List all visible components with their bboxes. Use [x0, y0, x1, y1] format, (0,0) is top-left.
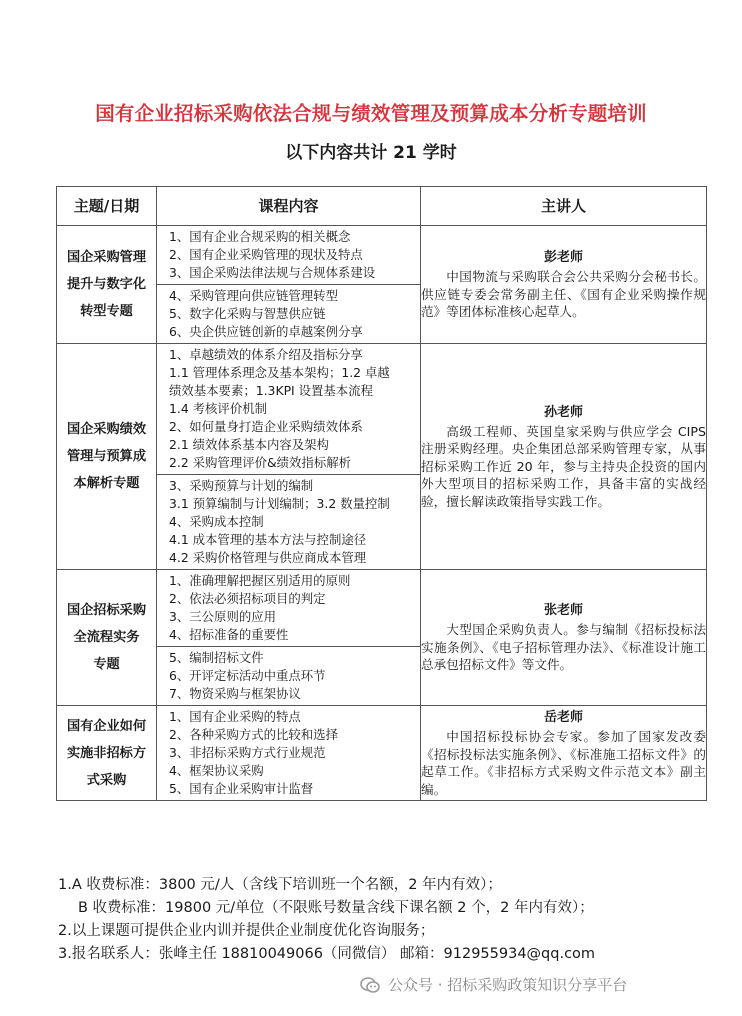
- content-block: [157, 284, 420, 343]
- header-lecturer: 主讲人: [421, 187, 707, 226]
- content-line: 6、央企供应链创新的卓越案例分享: [169, 324, 363, 339]
- content-cell: [157, 226, 421, 344]
- content-line: 1、准确理解把握区别适用的原则: [169, 573, 351, 588]
- content-line: 1、卓越绩效的体系介绍及指标分享: [169, 347, 363, 362]
- content-line: 2、国有企业采购管理的现状及特点: [169, 247, 363, 262]
- content-line: 5、国有企业采购审计监督: [169, 781, 314, 796]
- lecturer-name: 岳老师: [543, 710, 583, 725]
- page-subtitle: 以下内容共计 21 学时: [285, 143, 457, 163]
- content-block: [157, 226, 420, 284]
- fee-a-line: 1.A 收费标准：3800 元/人（含线下培训班一个名额，2 年内有效）；: [58, 877, 502, 893]
- content-line: 5、数字化采购与智慧供应链: [169, 306, 326, 321]
- lecturer-bio: 中国招标投标协会专家。参加了国家发改委《招标投标法实施条例》、《标准施工招标文件》的起草工作。《非招标方式采购文件示范文本》副主编。: [421, 729, 706, 797]
- lecturer-cell: [421, 570, 707, 706]
- content-line: 3、国企采购法律法规与合规体系建设: [169, 265, 376, 280]
- content-line: 2、各种采购方式的比较和选择: [169, 727, 338, 742]
- content-line: 4.1 成本管理的基本方法与控制途径: [169, 532, 367, 547]
- content-block: [157, 344, 420, 474]
- content-line: 1.1 管理体系理念及基本架构；1.2 卓越: [169, 365, 390, 380]
- topic-line: 转型专题: [80, 304, 133, 319]
- header-topic: 主题/日期: [57, 187, 157, 226]
- content-line: 1.4 考核评价机制: [169, 401, 267, 416]
- content-cell: [157, 570, 421, 706]
- lecturer-bio: 大型国企采购负责人。参与编制《招标投标法实施条例》、《电子招标管理办法》、《标准设计施工总承包招标文件》等文件。: [421, 622, 706, 673]
- content-line: 6、开评定标活动中重点环节: [169, 668, 326, 683]
- topic-line: 本解析专题: [73, 476, 140, 491]
- topic-line: 管理与预算成: [66, 449, 147, 464]
- lecturer-bio: 中国物流与采购联合会公共采购分会秘书长。供应链专委会常务副主任、《国有企业采购操作规范》等团体标准核心起草人。: [421, 269, 706, 320]
- table-row: [57, 570, 707, 706]
- fee-b-line: B 收费标准：19800 元/单位（不限账号数量含线下课名额 2 个，2 年内有效）；: [78, 900, 594, 916]
- topic-cell: [57, 706, 157, 801]
- topic-line: 国企招标采购: [66, 603, 147, 618]
- topic-cell: [57, 226, 157, 344]
- content-line: 3、三公原则的应用: [169, 609, 277, 624]
- content-line: 5、编制招标文件: [169, 650, 264, 665]
- content-line: 绩效基本要素；1.3KPI 设置基本流程: [169, 383, 373, 398]
- header-content: 课程内容: [157, 187, 421, 226]
- topic-line: 国企采购管理: [66, 250, 147, 265]
- topic-cell: [57, 570, 157, 706]
- content-line: 2.2 采购管理评价&绩效指标解析: [169, 455, 351, 470]
- content-line: 2、依法必须招标项目的判定: [169, 591, 326, 606]
- content-line: 2.1 绩效体系基本内容及架构: [169, 437, 329, 452]
- table-header-row: [57, 187, 707, 226]
- inhouse-note-line: 2.以上课题可提供企业内训并提供企业制度优化咨询服务；: [58, 923, 435, 939]
- lecturer-cell: [421, 344, 707, 570]
- topic-cell: [57, 344, 157, 570]
- topic-line: 实施非招标方: [66, 745, 147, 761]
- content-line: 4.2 采购价格管理与供应商成本管理: [169, 550, 367, 565]
- lecturer-name: 孙老师: [543, 404, 583, 420]
- content-line: 7、物资采购与框架协议: [169, 686, 301, 701]
- content-cell: [157, 706, 421, 801]
- table-row: [57, 344, 707, 570]
- content-cell: [157, 344, 421, 570]
- content-line: 1、国有企业采购的特点: [169, 709, 301, 724]
- topic-line: 全流程实务: [73, 630, 140, 645]
- content-line: 3、采购预算与计划的编制: [169, 478, 314, 493]
- content-line: 1、国有企业合规采购的相关概念: [169, 229, 351, 244]
- contact-line: 3.报名联系人：张峰主任 18810049066（同微信） 邮箱：912955934@qq.com: [58, 946, 596, 962]
- lecturer-cell: [421, 706, 707, 801]
- lecturer-bio: 高级工程师、英国皇家采购与供应学会 CIPS 注册采购经理。央企集团总部采购管理专家，从事招标采购工作近 20 年，参与主持央企投资的国内外大型项目的招标采购工作，具备丰富的实战经验，擅长解读政策指导实践工作。: [421, 423, 706, 509]
- course-table: [56, 186, 707, 801]
- lecturer-name: 张老师: [543, 603, 583, 619]
- topic-line: 提升与数字化: [66, 277, 147, 292]
- table-row: [57, 226, 707, 344]
- footer-info: [58, 874, 595, 966]
- content-line: 4、框架协议采购: [169, 763, 264, 778]
- topic-line: 式采购: [86, 772, 127, 788]
- lecturer-cell: [421, 226, 707, 344]
- content-block: [157, 706, 420, 800]
- topic-line: 专题: [93, 657, 120, 672]
- content-line: 4、采购成本控制: [169, 514, 264, 529]
- table-row: [57, 706, 707, 801]
- watermark: [360, 974, 627, 995]
- page-title: 国有企业招标采购依法合规与绩效管理及预算成本分析专题培训: [95, 102, 647, 125]
- content-line: 3、非招标采购方式行业规范: [169, 745, 326, 760]
- topic-line: 国企采购绩效: [66, 422, 147, 437]
- wechat-official-account-icon: [360, 976, 380, 994]
- content-line: 2、如何量身打造企业采购绩效体系: [169, 419, 363, 434]
- content-line: 4、招标准备的重要性: [169, 627, 289, 642]
- content-line: 4、采购管理向供应链管理转型: [169, 288, 338, 303]
- content-line: 3.1 预算编制与计划编制；3.2 数量控制: [169, 496, 390, 511]
- content-block: [157, 646, 420, 705]
- lecturer-name: 彭老师: [543, 250, 583, 266]
- content-block: [157, 570, 420, 646]
- content-block: [157, 474, 420, 569]
- watermark-text: 公众号 · 招标采购政策知识分享平台: [388, 976, 628, 994]
- topic-line: 国有企业如何: [66, 718, 147, 734]
